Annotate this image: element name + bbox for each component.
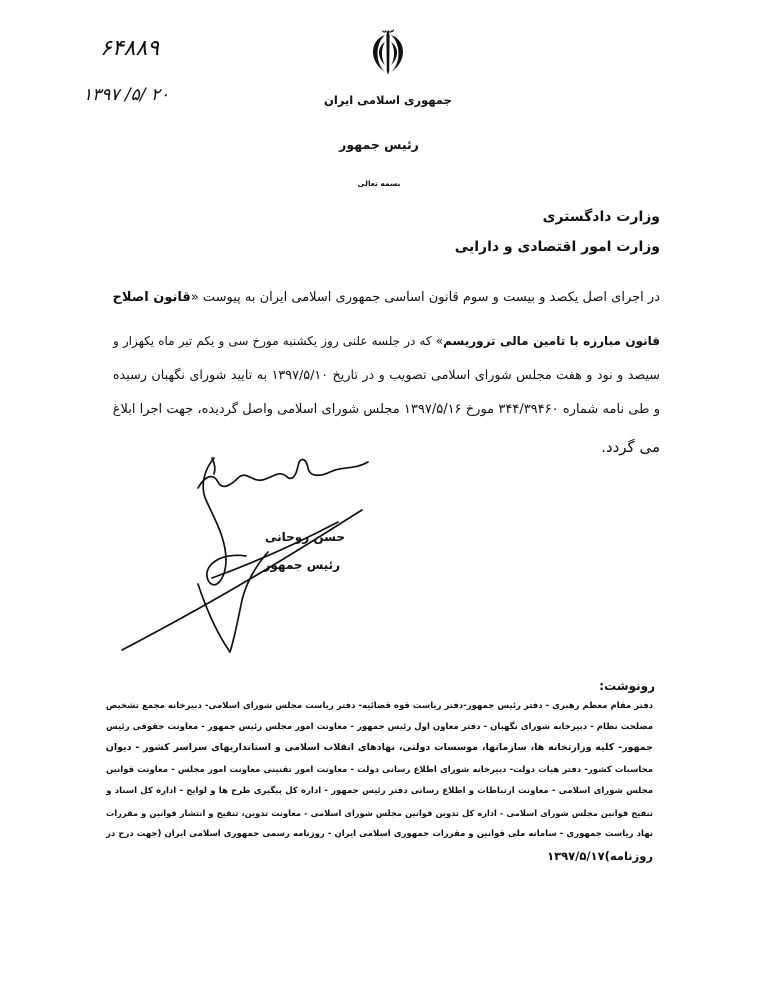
body-line-5: می گردد.: [601, 438, 660, 456]
law-title-emphasis: قانون اصلاح: [112, 290, 191, 305]
signature-stroke: [212, 458, 215, 474]
recipient-ministry-economy: وزارت امور اقتصادی و دارایی: [454, 239, 660, 255]
cc-line: مصلحت نظام - دبیرخانه شورای نگهبان - دفتر معاون اول رئیس جمهور - معاونت امور مجلس رئیس جمهور - معاونت حقوقی رئیس: [106, 722, 653, 732]
signatory-name: حسن روحانی: [264, 530, 345, 544]
cc-line: جمهور- کلیه وزارتخانه ها، سازمانها، موسسات دولتی، نهادهای انقلاب اسلامی و استانداریهای سراسر کشور - دیوان: [105, 742, 653, 753]
body-text: » که در جلسه علنی روز یکشنبه مورخ سی و یکم تیر ماه یکهزار و: [112, 334, 444, 348]
body-line-3: سیصد و نود و هفت مجلس شورای اسلامی تصویب و در تاریخ ۱۳۹۷/۵/۱۰ به تایید شورای نگهبان رسیده: [112, 368, 660, 383]
cc-line: نهاد ریاست جمهوری - سامانه ملی قوانین و مقررات جمهوری اسلامی ایران - روزنامه رسمی جمهوری اسلامی ایران (جهت درج در: [106, 829, 653, 839]
cc-line: روزنامه)۱۳۹۷/۵/۱۷: [547, 849, 653, 863]
country-title: جمهوری اسلامی ایران: [324, 93, 452, 107]
signatory-title: رئیس جمهور: [263, 558, 340, 572]
body-line-1: [112, 288, 660, 308]
invocation: بسمه تعالی: [357, 179, 401, 188]
letter-date: ۱۳۹۷ /۵/ ۲۰: [83, 85, 170, 105]
law-title-emphasis: قانون مبارزه با تامین مالی تروریسم: [443, 334, 660, 348]
cc-line: محاسبات کشور- دفتر هیات دولت- دبیرخانه شورای اطلاع رسانی دولت - معاونت امور تقنینی معاونت امور مجلس - معاونت قوانین: [105, 765, 653, 775]
reference-number: ۶۴۸۸۹: [100, 36, 160, 61]
cc-line: مجلس شورای اسلامی - معاونت ارتباطات و اطلاع رسانی دفتر رئیس جمهور - اداره کل پیگیری طرح ها و لوایح - اداره کل اسناد و: [106, 786, 653, 796]
body-line-2: [113, 331, 660, 351]
office-title: رئیس جمهور: [339, 137, 419, 152]
cc-heading: رونوشت:: [599, 679, 655, 693]
recipient-ministry-justice: وزارت دادگستری: [542, 209, 660, 225]
signature-stroke: [203, 458, 246, 585]
cc-line: تنقیح قوانین مجلس شورای اسلامی - اداره کل تدوین قوانین مجلس شورای اسلامی - معاونت تدوین، تنقیح و انتشار قوانین و مقررات: [106, 808, 653, 818]
signature-stroke: [198, 459, 368, 488]
cc-line: دفتر مقام معظم رهبری - دفتر رئیس جمهور-دفتر ریاست قوه قضائیه- دفتر ریاست مجلس شورای اسلامی- دبیرخانه مجمع تشخیص: [105, 701, 653, 711]
body-line-4: و طی نامه شماره ۳۴۴/۳۹۴۶۰ مورخ ۱۳۹۷/۵/۱۶ مجلس شورای اسلامی واصل گردیده، جهت اجرا ابلاغ: [112, 402, 660, 417]
body-text: در اجرای اصل یکصد و بیست و سوم قانون اساسی جمهوری اسلامی ایران به پیوست «: [190, 290, 660, 305]
iran-emblem-icon: [364, 27, 412, 77]
signature-drawing: [115, 445, 375, 660]
signature-stroke: [198, 552, 268, 652]
